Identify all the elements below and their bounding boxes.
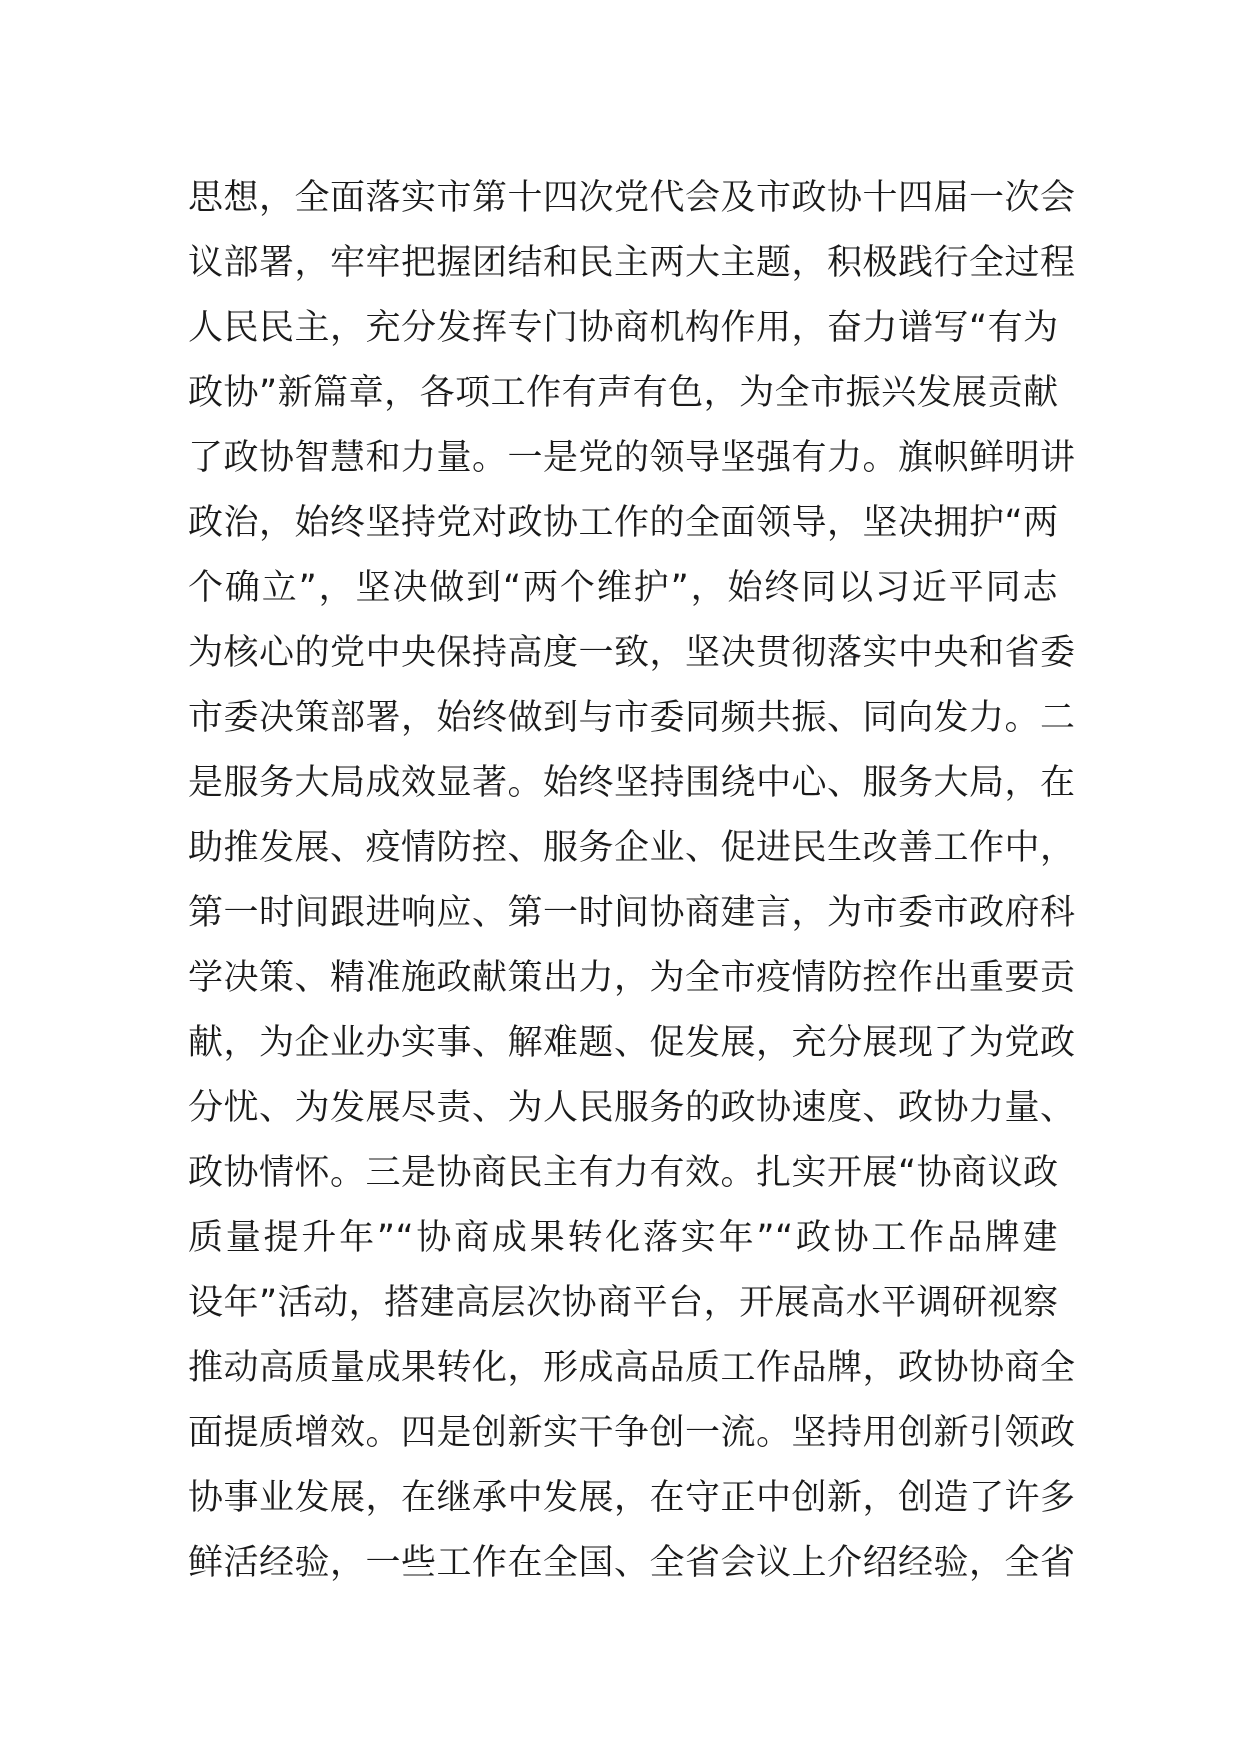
text-line: 了政协智慧和力量。一是党的领导坚强有力。旗帜鲜明讲 (188, 438, 1076, 478)
text-line: 协事业发展，在继承中发展，在守正中创新，创造了许多 (188, 1478, 1076, 1518)
text-line: 政协”新篇章，各项工作有声有色，为全市振兴发展贡献 (188, 373, 1059, 413)
text-line: 人民民主，充分发挥专门协商机构作用，奋力谱写“有为 (188, 308, 1059, 348)
body-paragraph (188, 166, 1076, 1596)
text-line: 政治，始终坚持党对政协工作的全面领导，坚决拥护“两 (188, 503, 1059, 543)
text-line: 推动高质量成果转化，形成高品质工作品牌，政协协商全 (188, 1348, 1076, 1388)
text-line: 为核心的党中央保持高度一致，坚决贯彻落实中央和省委 (188, 633, 1076, 673)
text-line: 质量提升年”“协商成果转化落实年”“政协工作品牌建 (188, 1218, 1058, 1258)
text-line: 第一时间跟进响应、第一时间协商建言，为市委市政府科 (188, 893, 1076, 933)
text-line: 分忧、为发展尽责、为人民服务的政协速度、政协力量、 (188, 1088, 1076, 1128)
text-line: 议部署，牢牢把握团结和民主两大主题，积极践行全过程 (188, 243, 1076, 283)
text-line: 思想，全面落实市第十四次党代会及市政协十四届一次会 (188, 178, 1076, 218)
text-line: 学决策、精准施政献策出力，为全市疫情防控作出重要贡 (188, 958, 1076, 998)
text-line: 个确立”，坚决做到“两个维护”，始终同以习近平同志 (188, 568, 1058, 608)
text-line: 助推发展、疫情防控、服务企业、促进民生改善工作中， (188, 828, 1076, 868)
text-line: 面提质增效。四是创新实干争创一流。坚持用创新引领政 (188, 1413, 1076, 1453)
text-line: 市委决策部署，始终做到与市委同频共振、同向发力。二 (188, 698, 1076, 738)
text-line: 政协情怀。三是协商民主有力有效。扎实开展“协商议政 (188, 1153, 1059, 1193)
text-line: 鲜活经验，一些工作在全国、全省会议上介绍经验，全省 (188, 1543, 1076, 1583)
text-line: 是服务大局成效显著。始终坚持围绕中心、服务大局，在 (188, 763, 1076, 803)
text-line: 献，为企业办实事、解难题、促发展，充分展现了为党政 (188, 1023, 1076, 1063)
text-line: 设年”活动，搭建高层次协商平台，开展高水平调研视察 (188, 1283, 1059, 1323)
